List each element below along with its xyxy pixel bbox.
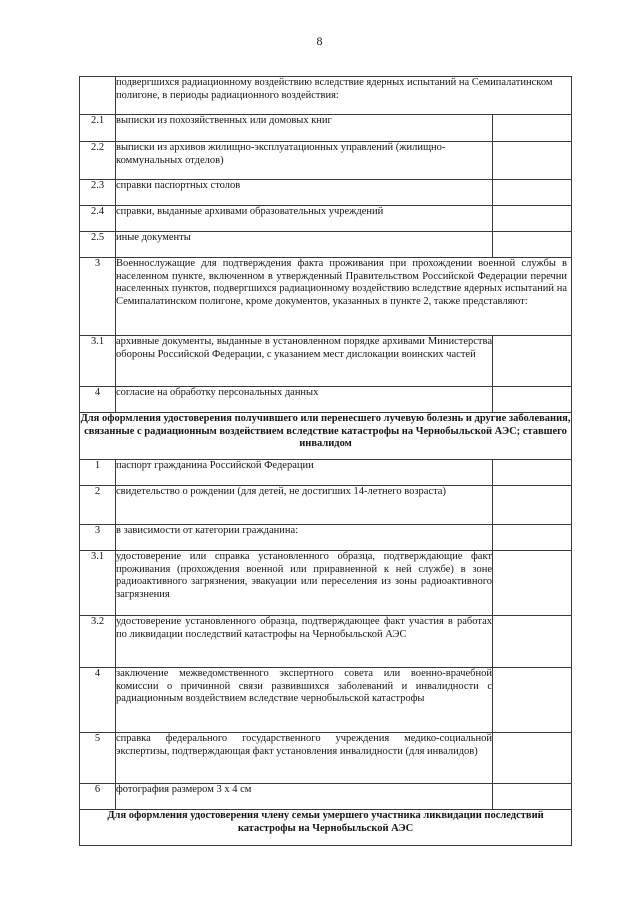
row-extra-cell: [493, 668, 572, 733]
table-row: [80, 232, 572, 258]
section-header-row: [80, 810, 572, 846]
section-heading: Для оформления удостоверения члену семьи умершего участника ликвидации последствий катастрофы на Чернобыльской АЭС: [80, 810, 572, 846]
row-text: архивные документы, выданные в установленном порядке архивами Министерства обороны Российской Федерации, с указанием мест дислокации воинских частей: [116, 336, 493, 387]
row-text: иные документы: [116, 232, 493, 258]
row-extra-cell: [493, 784, 572, 810]
table-row: [80, 733, 572, 784]
document-table: [79, 76, 572, 846]
row-text: свидетельство о рождении (для детей, не достигших 14-летнего возраста): [116, 486, 493, 525]
row-text: Военнослужащие для подтверждения факта проживания при прохождении военной службы в населенном пункте, включенном в утвержденный Правительством Российской Федерации перечни населенных пунктов, подвергшихся радиационному воздействию вследствие ядерных испытаний на Семипалатинском полигоне, кроме документов, указанных в пункте 2, также представляют:: [116, 258, 572, 336]
row-number: 2.1: [80, 115, 116, 142]
row-extra-cell: [493, 336, 572, 387]
table-row: [80, 616, 572, 668]
row-number: 5: [80, 733, 116, 784]
row-number: 3: [80, 525, 116, 551]
row-text: выписки из похозяйственных или домовых книг: [116, 115, 493, 142]
row-extra-cell: [493, 460, 572, 486]
row-text: удостоверение установленного образца, подтверждающее факт участия в работах по ликвидации последствий катастрофы на Чернобыльской АЭС: [116, 616, 493, 668]
table-row: [80, 206, 572, 232]
row-extra-cell: [493, 616, 572, 668]
row-text: согласие на обработку персональных данных: [116, 387, 493, 413]
row-number: 3.2: [80, 616, 116, 668]
row-number: 4: [80, 387, 116, 413]
row-text: фотография размером 3 х 4 см: [116, 784, 493, 810]
table-row: [80, 387, 572, 413]
row-extra-cell: [493, 486, 572, 525]
row-number: 3: [80, 258, 116, 336]
table-row: [80, 115, 572, 142]
table-row: [80, 180, 572, 206]
row-number: [80, 77, 116, 115]
table-row: [80, 551, 572, 616]
row-number: 2.5: [80, 232, 116, 258]
table-row: [80, 142, 572, 180]
row-extra-cell: [493, 733, 572, 784]
row-extra-cell: [493, 180, 572, 206]
row-text: паспорт гражданина Российской Федерации: [116, 460, 493, 486]
table-row: [80, 525, 572, 551]
row-number: 3.1: [80, 551, 116, 616]
row-extra-cell: [493, 387, 572, 413]
row-number: 2.3: [80, 180, 116, 206]
row-text: справки, выданные архивами образовательных учреждений: [116, 206, 493, 232]
row-number: 2: [80, 486, 116, 525]
row-number: 4: [80, 668, 116, 733]
table-row: [80, 336, 572, 387]
table-row: [80, 77, 572, 115]
table-row: [80, 668, 572, 733]
table-row: [80, 486, 572, 525]
row-extra-cell: [493, 142, 572, 180]
row-extra-cell: [493, 232, 572, 258]
row-number: 2.2: [80, 142, 116, 180]
row-extra-cell: [493, 551, 572, 616]
row-text: удостоверение или справка установленного образца, подтверждающие факт проживания (прохождения военной или приравненной к ней службе) в зоне радиоактивного загрязнения, эвакуации или переселения из зоны радиоактивного загрязнения: [116, 551, 493, 616]
row-text: справка федерального государственного учреждения медико-социальной экспертизы, подтверждающая факт установления инвалидности (для инвалидов): [116, 733, 493, 784]
row-text: подвергшихся радиационному воздействию вследствие ядерных испытаний на Семипалатинском полигоне, в периоды радиационного воздействия:: [116, 77, 572, 115]
table-row: [80, 258, 572, 336]
row-number: 2.4: [80, 206, 116, 232]
page-number: 8: [316, 34, 323, 48]
section-heading: Для оформления удостоверения получившего или перенесшего лучевую болезнь и другие заболевания, связанные с радиационным воздействием вследствие катастрофы на Чернобыльской АЭС; ставшего инвалидом: [80, 413, 572, 460]
row-extra-cell: [493, 206, 572, 232]
row-number: 3.1: [80, 336, 116, 387]
row-extra-cell: [493, 115, 572, 142]
table-row: [80, 460, 572, 486]
row-number: 6: [80, 784, 116, 810]
row-text: в зависимости от категории гражданина:: [116, 525, 493, 551]
row-text: справки паспортных столов: [116, 180, 493, 206]
row-number: 1: [80, 460, 116, 486]
row-text: выписки из архивов жилищно-эксплуатационных управлений (жилищно-коммунальных отделов): [116, 142, 493, 180]
table-row: [80, 784, 572, 810]
row-extra-cell: [493, 525, 572, 551]
section-header-row: [80, 413, 572, 460]
row-text: заключение межведомственного экспертного совета или военно-врачебной комиссии о причинной связи развившихся заболеваний и инвалидности с радиационным воздействием вследствие чернобыльской катастрофы: [116, 668, 493, 733]
